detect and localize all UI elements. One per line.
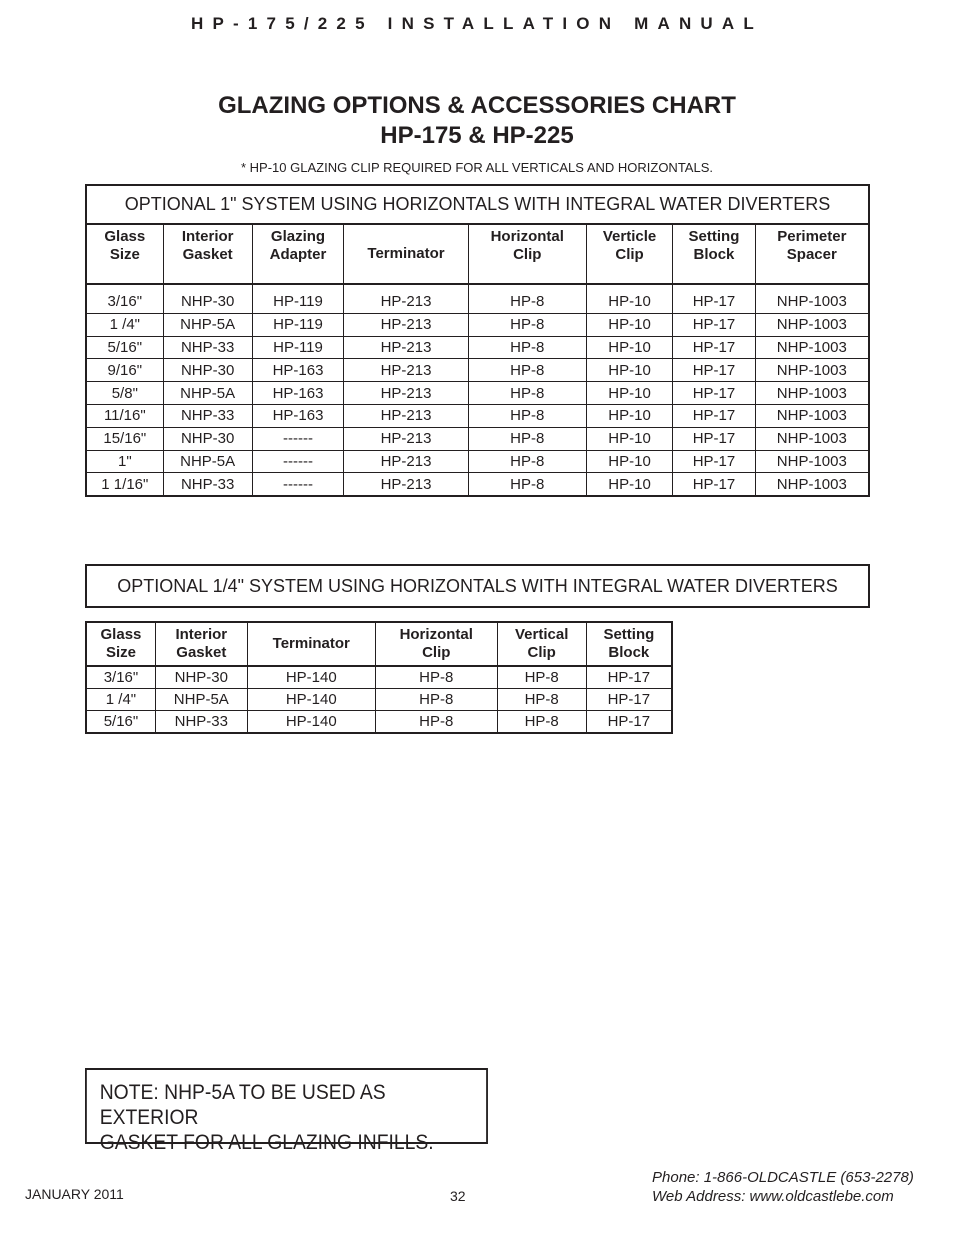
column-header — [155, 622, 247, 666]
table-cell: NHP-30 — [163, 359, 252, 382]
table-cell: 5/16" — [86, 711, 155, 734]
table-cell: HP-17 — [673, 284, 755, 313]
table-cell: 5/16" — [86, 336, 163, 359]
column-header-line: Clip — [513, 246, 542, 263]
table-cell: HP-8 — [375, 711, 497, 734]
table-cell: NHP-30 — [155, 666, 247, 689]
table-cell: HP-17 — [586, 711, 672, 734]
table-cell: HP-8 — [497, 711, 586, 734]
table-row — [86, 689, 672, 711]
table-cell: HP-140 — [247, 666, 375, 689]
footer-contact — [652, 1168, 914, 1206]
column-header-line: Size — [105, 644, 136, 661]
table-cell: HP-119 — [252, 313, 344, 336]
table-cell: HP-17 — [673, 404, 755, 427]
column-header — [497, 622, 586, 666]
column-header-line: Terminator — [367, 245, 445, 262]
manual-header: HP-175/225 INSTALLATION MANUAL — [191, 14, 763, 33]
table-caption: OPTIONAL 1" SYSTEM USING HORIZONTALS WITH INTEGRAL WATER DIVERTERS — [86, 185, 869, 224]
column-header — [755, 224, 869, 284]
table-cell: NHP-1003 — [755, 450, 869, 473]
table-cell: HP-8 — [497, 689, 586, 711]
table-cell: HP-17 — [586, 666, 672, 689]
column-header-line: Horizontal — [399, 626, 473, 643]
table-cell: 5/8" — [86, 382, 163, 405]
column-header — [86, 622, 155, 666]
column-header — [247, 622, 375, 666]
table-cell: NHP-5A — [163, 313, 252, 336]
table-cell: HP-163 — [252, 382, 344, 405]
page-subtitle: HP-175 & HP-225 — [380, 122, 574, 149]
column-header-line: Vertical — [514, 626, 569, 643]
column-header — [163, 224, 252, 284]
table-cell: HP-213 — [344, 359, 468, 382]
table-row — [86, 427, 869, 450]
table-cell: 1 /4" — [86, 313, 163, 336]
table-cell: HP-8 — [468, 336, 586, 359]
note-line-2: GASKET FOR ALL GLAZING INFILLS. — [99, 1131, 434, 1154]
table-cell: HP-8 — [468, 427, 586, 450]
table-cell: HP-10 — [586, 404, 672, 427]
table-row — [86, 336, 869, 359]
table-cell: NHP-1003 — [755, 336, 869, 359]
table-cell: NHP-5A — [155, 689, 247, 711]
table-cell: HP-8 — [375, 666, 497, 689]
table-row — [86, 666, 672, 689]
table-cell: HP-119 — [252, 336, 344, 359]
table-cell: HP-10 — [586, 427, 672, 450]
table-cell: HP-213 — [344, 427, 468, 450]
table-cell: HP-17 — [586, 689, 672, 711]
column-header-line: Gasket — [176, 644, 227, 661]
column-header-line: Gasket — [182, 246, 233, 263]
table-cell: HP-10 — [586, 473, 672, 496]
table-cell: NHP-30 — [163, 284, 252, 313]
column-header-line: Glass — [104, 228, 146, 245]
table-cell: 15/16" — [86, 427, 163, 450]
table-cell: HP-10 — [586, 382, 672, 405]
column-header-line: Interior — [181, 228, 234, 245]
column-header-line: Interior — [175, 626, 228, 643]
table-row — [86, 313, 869, 336]
note-line-1: NOTE: NHP-5A TO BE USED AS EXTERIOR — [99, 1081, 386, 1129]
column-header-line: Glazing — [270, 228, 326, 245]
column-header-line: Horizontal — [490, 228, 564, 245]
column-header — [586, 622, 672, 666]
table-cell: HP-10 — [586, 450, 672, 473]
table-row — [86, 473, 869, 496]
table-cell: HP-8 — [468, 284, 586, 313]
table-cell: NHP-1003 — [755, 473, 869, 496]
table-cell: 3/16" — [86, 284, 163, 313]
table-cell: NHP-33 — [163, 473, 252, 496]
table-cell: ------ — [252, 427, 344, 450]
table-cell: NHP-1003 — [755, 404, 869, 427]
table-cell: HP-213 — [344, 473, 468, 496]
column-header-line: Terminator — [272, 635, 350, 652]
column-header-line: Setting — [603, 626, 655, 643]
column-header — [86, 224, 163, 284]
column-header-line: Perimeter — [777, 228, 847, 245]
table-cell: HP-140 — [247, 711, 375, 734]
table-cell: HP-8 — [375, 689, 497, 711]
table-cell: NHP-33 — [163, 404, 252, 427]
table-cell: NHP-1003 — [755, 284, 869, 313]
table-cell: 1" — [86, 450, 163, 473]
page-number: 32 — [450, 1188, 466, 1204]
table-caption-row — [86, 185, 869, 224]
table-cell: HP-10 — [586, 284, 672, 313]
table-cell: NHP-5A — [163, 450, 252, 473]
quarter-inch-system-caption: OPTIONAL 1/4" SYSTEM USING HORIZONTALS WITH INTEGRAL WATER DIVERTERS — [85, 564, 870, 608]
table-cell: HP-17 — [673, 427, 755, 450]
table-cell: NHP-1003 — [755, 382, 869, 405]
table-cell: HP-213 — [344, 284, 468, 313]
exterior-gasket-note — [85, 1068, 488, 1154]
column-header-line: Setting — [688, 228, 740, 245]
column-header-line: Clip — [615, 246, 644, 263]
table-cell: NHP-33 — [163, 336, 252, 359]
table-cell: NHP-30 — [163, 427, 252, 450]
column-header-line: Verticle — [602, 228, 657, 245]
column-header — [344, 224, 468, 284]
table-cell: HP-8 — [468, 382, 586, 405]
table-row — [86, 711, 672, 734]
table-cell: HP-163 — [252, 404, 344, 427]
column-header — [252, 224, 344, 284]
footer-date: JANUARY 2011 — [25, 1186, 124, 1202]
table-cell: ------ — [252, 450, 344, 473]
table-cell: NHP-1003 — [755, 313, 869, 336]
clip-requirement-note: * HP-10 GLAZING CLIP REQUIRED FOR ALL VERTICALS AND HORIZONTALS. — [241, 160, 713, 175]
footer-phone: Phone: 1-866-OLDCASTLE (653-2278) — [652, 1169, 914, 1186]
table-cell: HP-213 — [344, 313, 468, 336]
table-cell: HP-17 — [673, 336, 755, 359]
column-header-line: Clip — [527, 644, 556, 661]
column-header-line: Glass — [100, 626, 142, 643]
page-title: GLAZING OPTIONS & ACCESSORIES CHART — [218, 92, 736, 119]
table-cell: HP-8 — [468, 313, 586, 336]
column-header-line: Size — [109, 246, 140, 263]
table-cell: HP-10 — [586, 313, 672, 336]
table-cell: HP-8 — [468, 450, 586, 473]
table-cell: HP-213 — [344, 450, 468, 473]
table-cell: HP-119 — [252, 284, 344, 313]
column-header — [586, 224, 672, 284]
table-row — [86, 404, 869, 427]
table-cell: 9/16" — [86, 359, 163, 382]
table-cell: 1 1/16" — [86, 473, 163, 496]
table-header-row — [86, 622, 672, 666]
table-cell: HP-213 — [344, 404, 468, 427]
footer-web: Web Address: www.oldcastlebe.com — [652, 1188, 894, 1205]
table-cell: HP-17 — [673, 473, 755, 496]
table-cell: HP-213 — [344, 382, 468, 405]
table-cell: 1 /4" — [86, 689, 155, 711]
table-row — [86, 450, 869, 473]
table-row — [86, 284, 869, 313]
table-cell: NHP-1003 — [755, 427, 869, 450]
table-cell: HP-17 — [673, 359, 755, 382]
column-header — [673, 224, 755, 284]
table-cell: NHP-5A — [163, 382, 252, 405]
table-cell: ------ — [252, 473, 344, 496]
table-cell: NHP-1003 — [755, 359, 869, 382]
quarter-inch-system-table — [85, 621, 673, 734]
table-header-row — [86, 224, 869, 284]
table-cell: HP-17 — [673, 313, 755, 336]
column-header-line: Block — [608, 644, 650, 661]
table-cell: HP-140 — [247, 689, 375, 711]
one-inch-system-table — [85, 184, 870, 497]
table-cell: HP-17 — [673, 450, 755, 473]
table-row — [86, 359, 869, 382]
table-cell: HP-10 — [586, 336, 672, 359]
table-cell: HP-17 — [673, 382, 755, 405]
table-cell: 11/16" — [86, 404, 163, 427]
column-header — [375, 622, 497, 666]
column-header-line: Block — [693, 246, 735, 263]
table-cell: HP-8 — [468, 473, 586, 496]
table-cell: HP-8 — [468, 404, 586, 427]
column-header — [468, 224, 586, 284]
column-header-line: Adapter — [269, 246, 327, 263]
column-header-line: Clip — [422, 644, 451, 661]
column-header-line: Spacer — [786, 246, 837, 263]
table-cell: NHP-33 — [155, 711, 247, 734]
table-cell: HP-163 — [252, 359, 344, 382]
table-cell: 3/16" — [86, 666, 155, 689]
table-cell: HP-8 — [497, 666, 586, 689]
table-cell: HP-213 — [344, 336, 468, 359]
table-row — [86, 382, 869, 405]
table-cell: HP-8 — [468, 359, 586, 382]
table-cell: HP-10 — [586, 359, 672, 382]
